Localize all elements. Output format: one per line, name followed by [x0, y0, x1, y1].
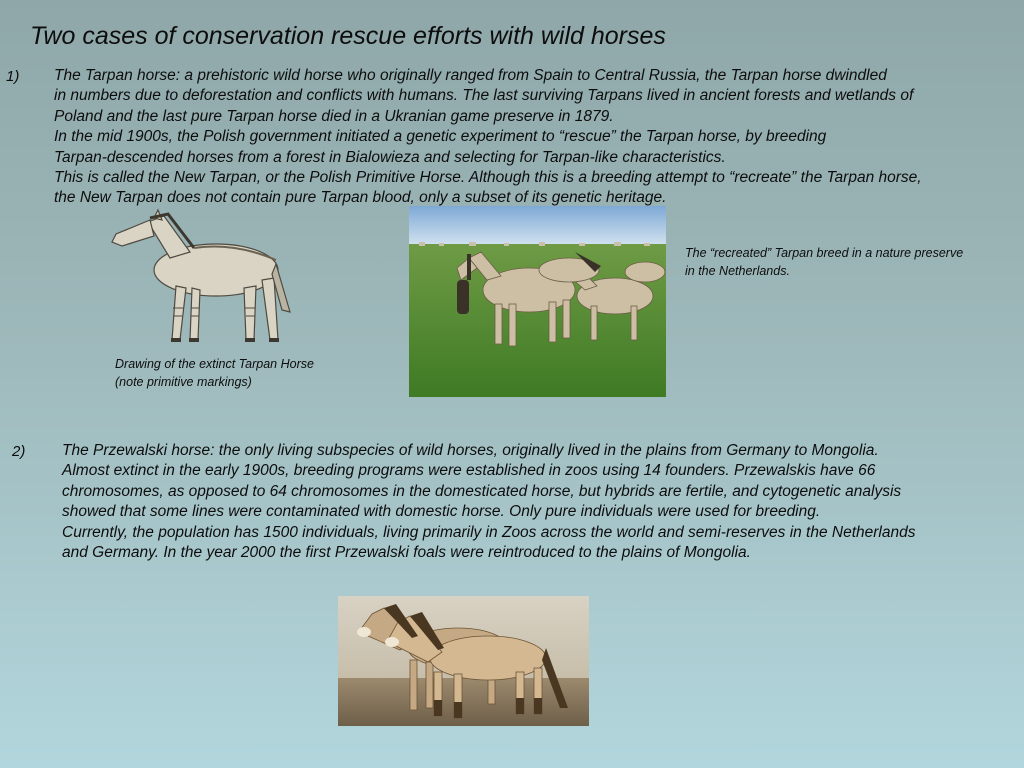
- photo-caption: [685, 244, 963, 280]
- case2-number: 2): [12, 443, 26, 460]
- case1-line: Poland and the last pure Tarpan horse died in a Ukranian game preserve in 1879.: [54, 107, 614, 125]
- tarpan-herd-photo: [409, 206, 666, 397]
- case2-line: The Przewalski horse: the only living subspecies of wild horses, originally lived in the plains from Germany to Mongolia.: [62, 442, 879, 459]
- drawing-caption: [115, 355, 314, 391]
- case2-line: showed that some lines were contaminated with domestic horse. Only pure individuals were used for breeding.: [62, 503, 821, 521]
- case2-text: [62, 441, 916, 563]
- drawing-caption-line: (note primitive markings): [115, 375, 252, 389]
- case1-text: [54, 66, 922, 209]
- case2-line: and Germany. In the year 2000 the first Przewalski foals were reintroduced to the plains of Mongolia.: [62, 544, 751, 562]
- photo-caption-line: in the Netherlands.: [685, 264, 790, 278]
- page-title: Two cases of conservation rescue efforts with wild horses: [30, 22, 666, 50]
- case1-line: The Tarpan horse: a prehistoric wild horse who originally ranged from Spain to Central Russia, the Tarpan horse dwindled: [54, 67, 887, 84]
- case1-line: This is called the New Tarpan, or the Polish Primitive Horse. Although this is a breeding attempt to “recreate” the Tarpan horse,: [54, 169, 922, 187]
- drawing-caption-line: Drawing of the extinct Tarpan Horse: [115, 357, 314, 371]
- przewalski-photo: [338, 596, 589, 726]
- case1-number: 1): [6, 68, 20, 85]
- tarpan-drawing: [104, 208, 294, 350]
- photo-caption-line: The “recreated” Tarpan breed in a nature preserve: [685, 246, 964, 260]
- case1-line: Tarpan-descended horses from a forest in Bialowieza and selecting for Tarpan-like characteristics.: [54, 148, 726, 166]
- case1-line: In the mid 1900s, the Polish government initiated a genetic experiment to “rescue” the Tarpan horse, by breeding: [54, 128, 827, 146]
- case2-line: chromosomes, as opposed to 64 chromosomes in the domesticated horse, but hybrids are fertile, and cytogenetic analysis: [62, 482, 902, 500]
- case2-line: Almost extinct in the early 1900s, breeding programs were established in zoos using 14 founders. Przewalskis have 66: [62, 462, 876, 480]
- case1-line: the New Tarpan does not contain pure Tarpan blood, only a subset of its genetic heritage.: [54, 189, 667, 207]
- case2-line: Currently, the population has 1500 individuals, living primarily in Zoos across the world and semi-reserves in the Netherlands: [62, 523, 916, 541]
- case1-line: in numbers due to deforestation and conflicts with humans. The last surviving Tarpans lived in ancient forests and wetlands of: [54, 87, 914, 105]
